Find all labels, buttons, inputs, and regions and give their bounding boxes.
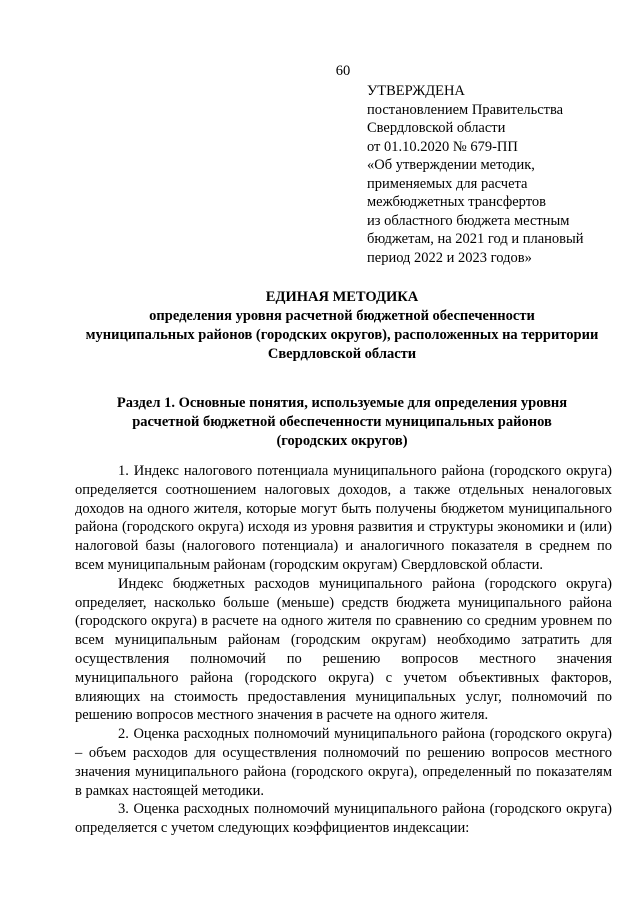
title-line: определения уровня расчетной бюджетной обеспеченности — [149, 308, 535, 324]
document-title — [70, 288, 614, 364]
approval-stamp — [367, 82, 617, 267]
page-number: 60 — [335, 63, 351, 79]
paragraph: Индекс бюджетных расходов муниципального района (городского округа) определяет, насколько больше (меньше) средств бюджета муниципального района (городского округа) в расчете на одного жителя по сравнению со средним уровнем по всем муниципальным районам (городским округам) необходимо затратить для осуществления полномочий по решению вопросов местного значения муниципального района (городского округа) с учетом объективных факторов, влияющих на стоимость предоставления муниципальных услуг, полномочий по решению вопросов местного значения в расчете на одного жителя. — [75, 575, 612, 724]
title-line: ЕДИНАЯ МЕТОДИКА — [265, 289, 419, 305]
section-heading-line: (городских округов) — [276, 433, 408, 449]
approval-line: период 2022 и 2023 годов» — [367, 249, 532, 266]
approval-line: от 01.10.2020 № 679-ПП — [367, 138, 518, 155]
title-line: муниципальных районов (городских округов), расположенных на территории — [85, 327, 599, 343]
title-line: Свердловской области — [267, 346, 417, 362]
section-heading-line: Раздел 1. Основные понятия, используемые для определения уровня — [116, 395, 568, 411]
section-heading — [70, 394, 614, 451]
approval-line: постановлением Правительства — [367, 101, 564, 118]
paragraph: 2. Оценка расходных полномочий муниципального района (городского округа) – объем расходов для осуществления полномочий по решению вопросов местного значения муниципального района (городского округа), определенный по показателям в рамках настоящей методики. — [75, 726, 612, 799]
section-heading-line: расчетной бюджетной обеспеченности муниципальных районов — [132, 414, 552, 430]
approval-line: УТВЕРЖДЕНА — [367, 83, 465, 99]
document-body — [75, 462, 612, 838]
approval-line: межбюджетных трансфертов — [367, 194, 546, 210]
approval-line: Свердловской области — [367, 120, 506, 136]
paragraph: 1. Индекс налогового потенциала муниципального района (городского округа) определяется соотношением налоговых доходов, а также отдельных неналоговых доходов на одного жителя, которые могут быть получены бюджетом муниципального района (городского округа) исходя из уровня развития и структуры экономики и (или) налоговой базы (налогового потенциала) и аналогичного показателя в среднем по всем муниципальным районам (городским округам) Свердловской области. — [75, 463, 612, 573]
approval-line: из областного бюджета местным — [367, 212, 570, 229]
approval-line: бюджетам, на 2021 год и плановый — [367, 231, 584, 247]
approval-line: «Об утверждении методик, — [367, 157, 535, 173]
paragraph: 3. Оценка расходных полномочий муниципального района (городского округа) определяется с учетом следующих коэффициентов индексации: — [75, 801, 612, 837]
approval-line: применяемых для расчета — [367, 175, 528, 192]
